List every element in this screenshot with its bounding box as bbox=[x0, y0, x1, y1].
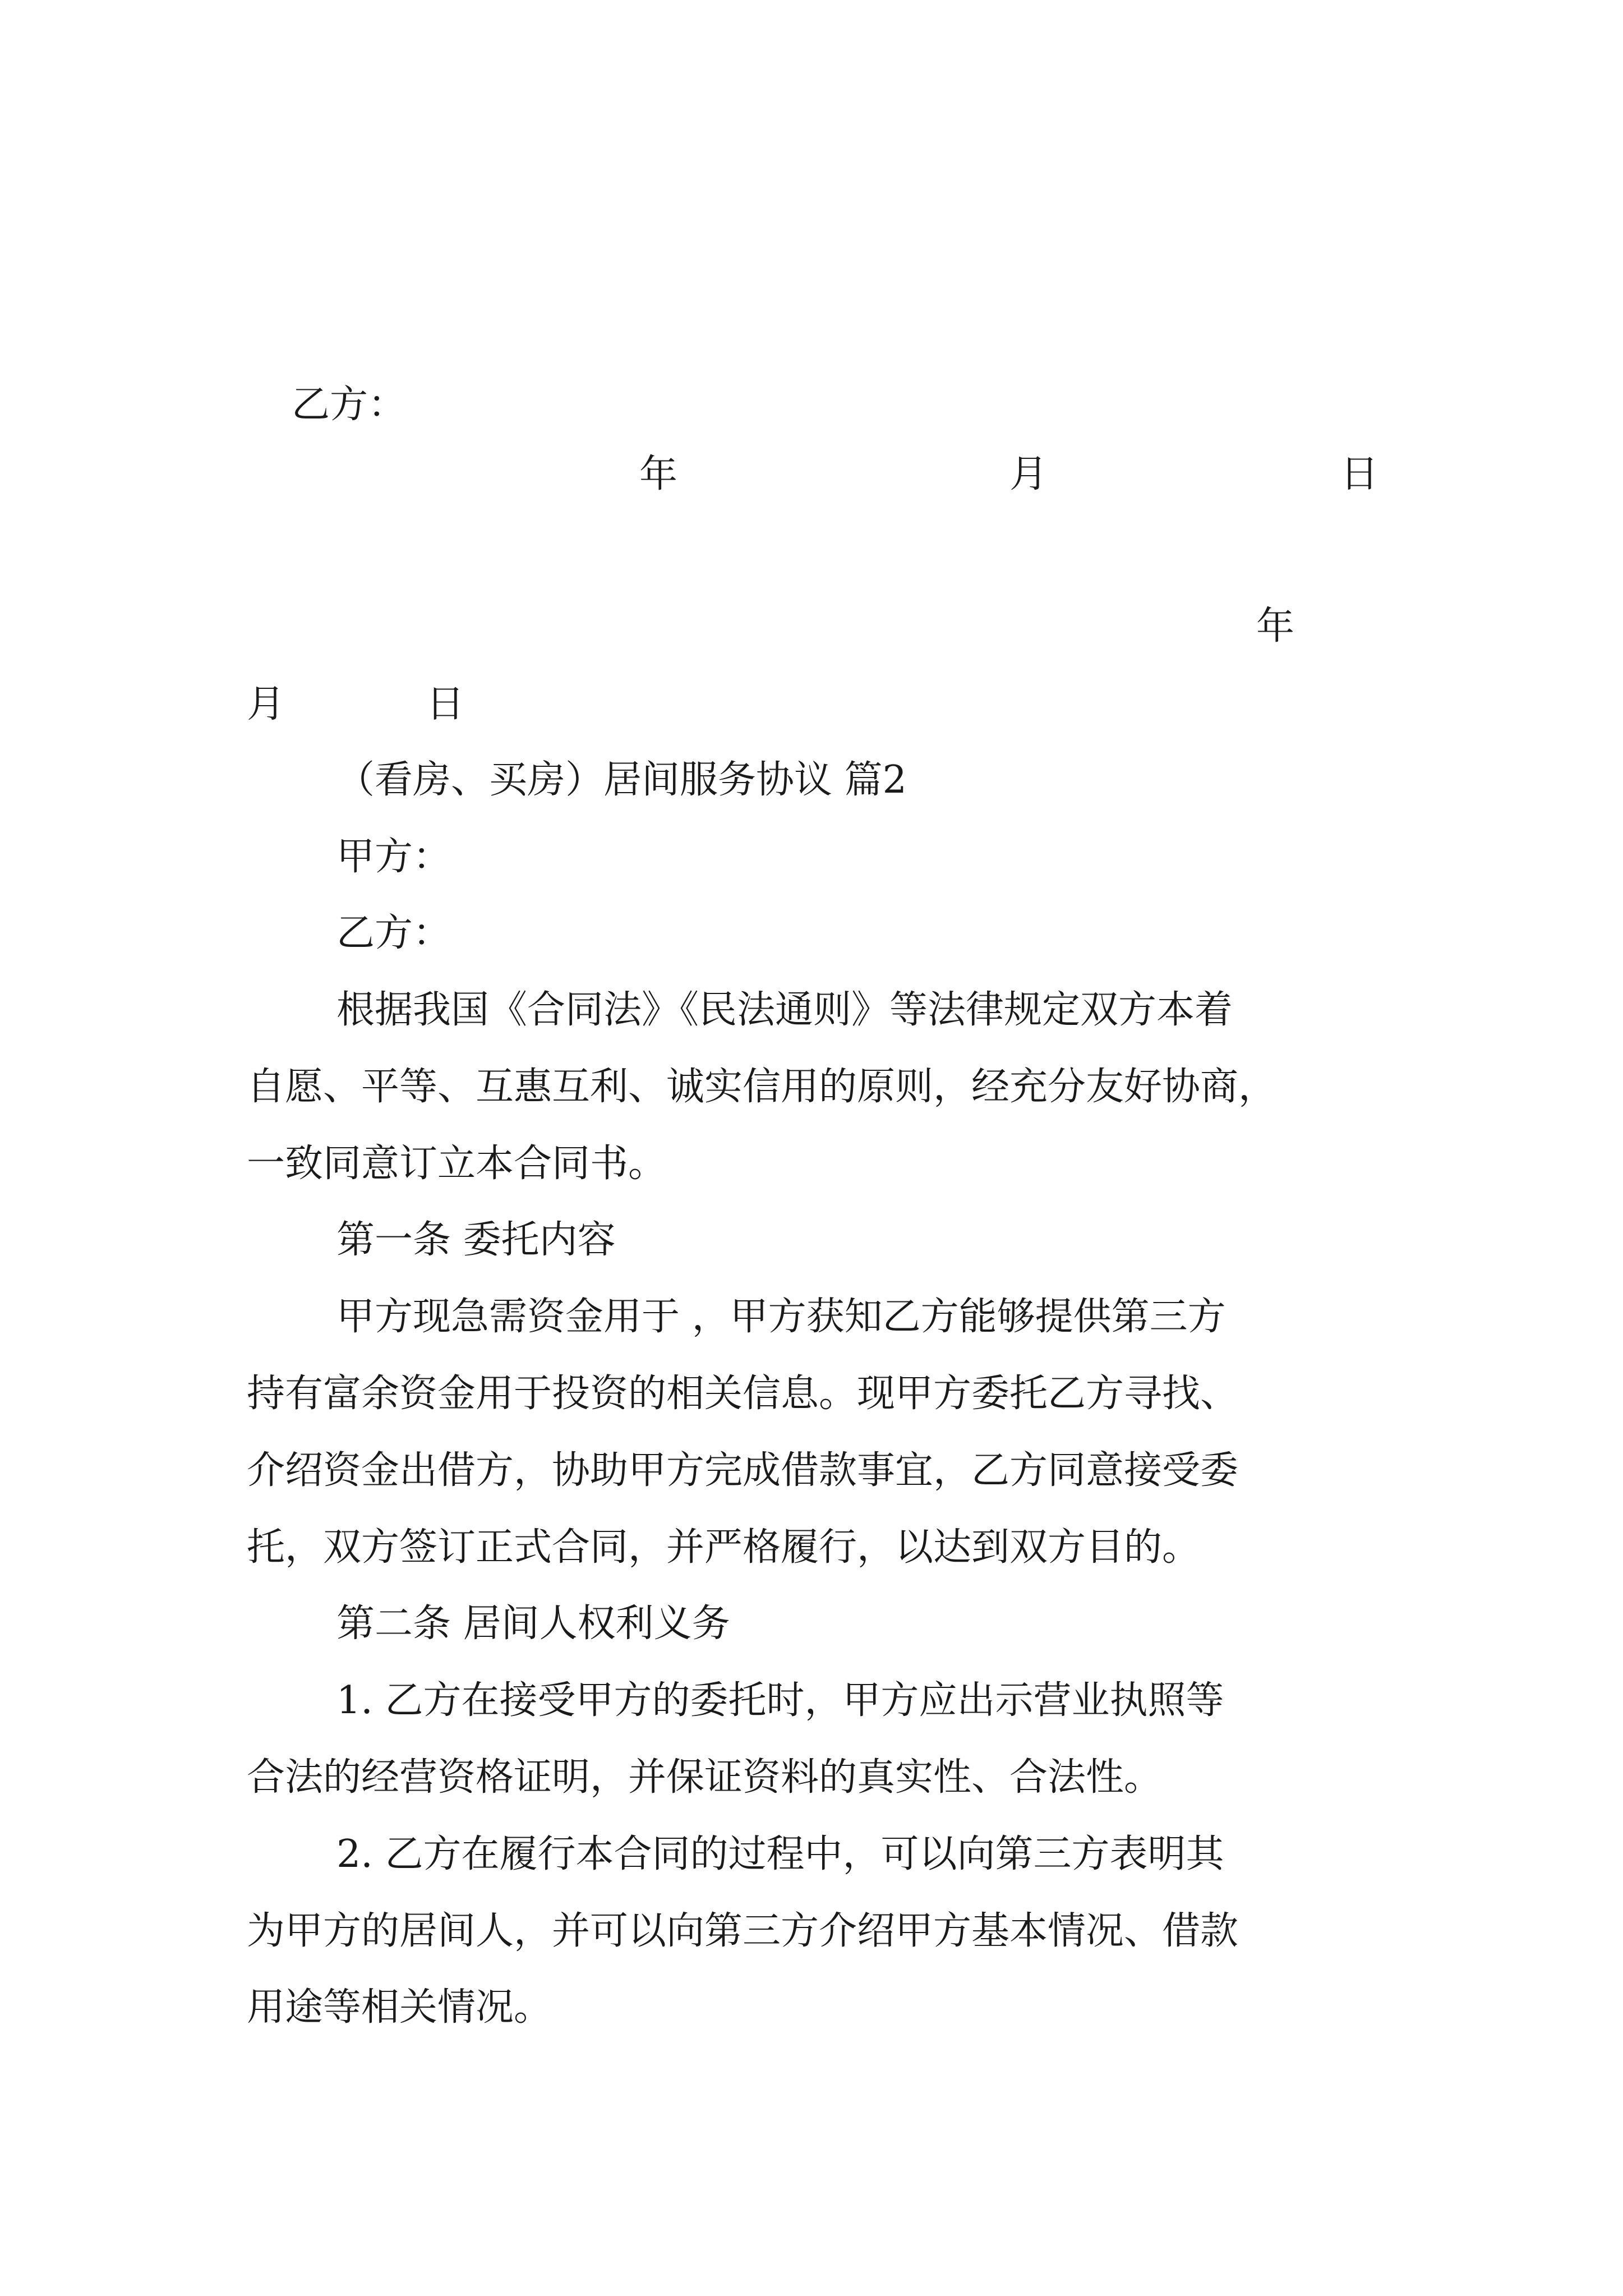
party-b-label: 乙方： bbox=[336, 911, 451, 955]
clause-2-line: 为甲方的居间人，并可以向第三方介绍甲方基本情况、借款 bbox=[247, 1909, 1239, 1953]
party-b-top-label: 乙方： bbox=[292, 383, 407, 427]
clause-1-line: 1. 乙方在接受甲方的委托时，甲方应出示营业执照等 bbox=[336, 1678, 1224, 1723]
sign-date-2-day: 日 bbox=[426, 682, 465, 726]
sign-date-1-year: 年 bbox=[639, 452, 678, 496]
section-title: （看房、买房）居间服务协议 篇2 bbox=[336, 758, 907, 802]
preamble-line: 根据我国《合同法》《民法通则》等法律规定双方本着 bbox=[336, 988, 1233, 1032]
clause-2-line: 2. 乙方在履行本合同的过程中，可以向第三方表明其 bbox=[336, 1832, 1224, 1876]
sign-date-1-month: 月 bbox=[1009, 452, 1048, 496]
article-1-line: 持有富余资金用于投资的相关信息。现甲方委托乙方寻找、 bbox=[247, 1372, 1239, 1416]
article-2-title: 第二条 居间人权利义务 bbox=[336, 1602, 730, 1646]
sign-date-2-month: 月 bbox=[247, 682, 285, 726]
clause-2-line: 用途等相关情况。 bbox=[247, 1985, 552, 2030]
article-1-line: 托，双方签订正式合同，并严格履行，以达到双方目的。 bbox=[247, 1525, 1201, 1570]
sign-date-2-year: 年 bbox=[1256, 604, 1295, 648]
clause-1-line: 合法的经营资格证明，并保证资料的真实性、合法性。 bbox=[247, 1755, 1163, 1800]
preamble-line: 一致同意订立本合同书。 bbox=[247, 1142, 667, 1186]
article-1-title: 第一条 委托内容 bbox=[336, 1218, 616, 1262]
article-1-line: 甲方现急需资金用于 ，甲方获知乙方能够提供第三方 bbox=[336, 1295, 1226, 1339]
party-a-label: 甲方： bbox=[336, 835, 451, 879]
preamble-line: 自愿、平等、互惠互利、诚实信用的原则，经充分友好协商， bbox=[247, 1065, 1277, 1109]
sign-date-1-day: 日 bbox=[1340, 452, 1379, 496]
article-1-line: 介绍资金出借方，协助甲方完成借款事宜，乙方同意接受委 bbox=[247, 1448, 1239, 1493]
